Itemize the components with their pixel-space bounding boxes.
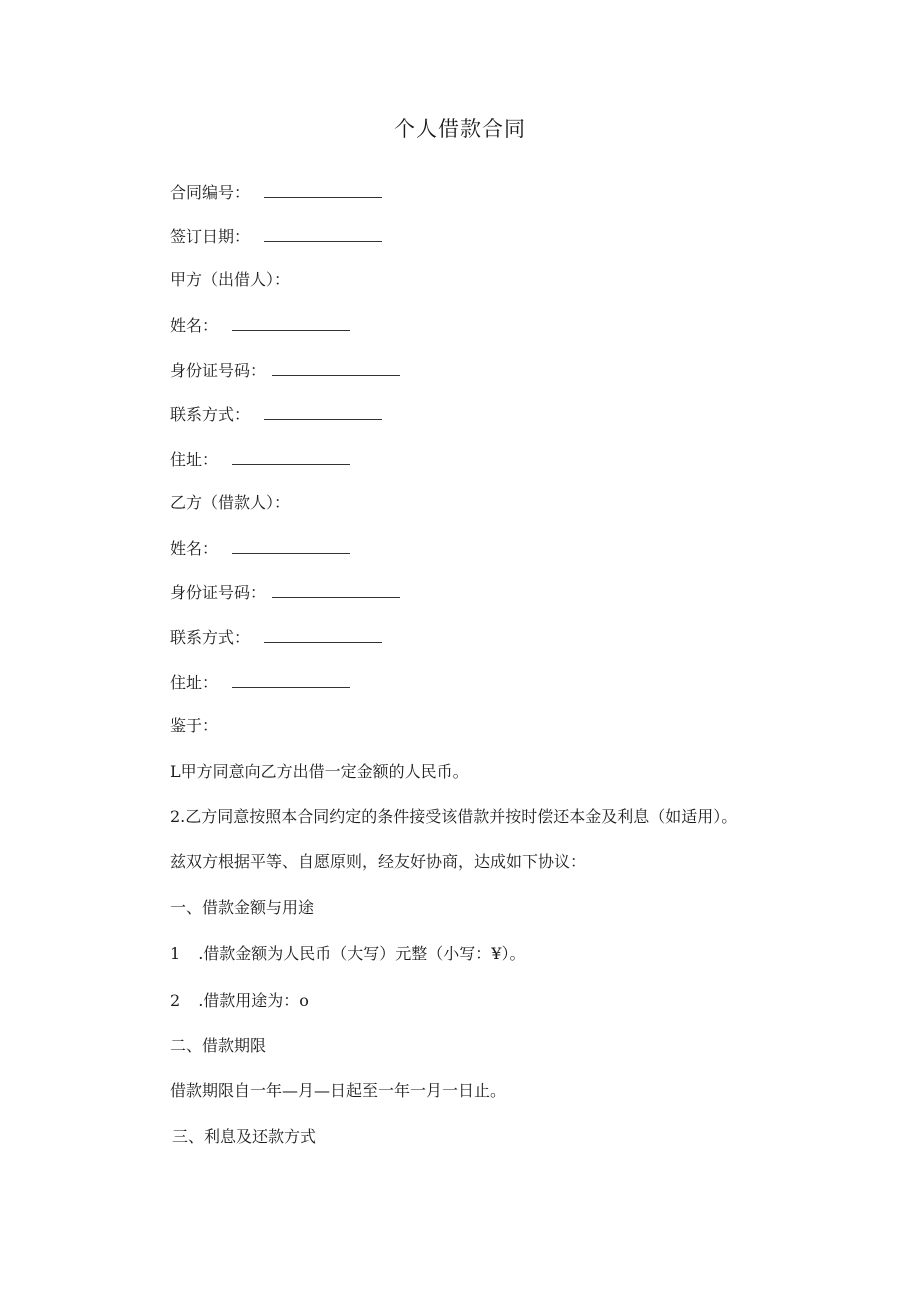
section-1-item-1-number: 1: [170, 944, 181, 963]
party-a-name-row: [170, 313, 350, 338]
section-3-title: 三、利息及还款方式: [172, 1127, 317, 1146]
section-2-title: 二、借款期限: [170, 1036, 267, 1055]
section-1-item-1: [170, 942, 525, 966]
party-b-contact-label: 联系方式：: [170, 628, 251, 647]
recital-2: 2.乙方同意按照本合同约定的条件接受该借款并按时偿还本金及利息（如适用）。: [170, 807, 738, 826]
section-1-item-2-text: .借款用途为：o: [198, 991, 309, 1010]
party-a-id-label: 身份证号码：: [170, 361, 267, 380]
contract-number-row: [170, 180, 382, 205]
party-a-id-blank[interactable]: [272, 358, 400, 376]
party-b-address-blank[interactable]: [232, 670, 350, 688]
contract-number-label: 合同编号：: [170, 183, 251, 202]
section-1-title: 一、借款金额与用途: [170, 898, 315, 917]
party-a-name-label: 姓名：: [170, 316, 219, 335]
party-b-name-row: [170, 536, 350, 561]
sign-date-blank[interactable]: [264, 224, 382, 242]
contract-number-blank[interactable]: [264, 180, 382, 198]
section-1-item-2-number: 2: [170, 991, 181, 1010]
party-b-name-blank[interactable]: [232, 536, 350, 554]
whereas-label: 鉴于：: [170, 716, 219, 735]
party-a-name-blank[interactable]: [232, 313, 350, 331]
party-a-contact-row: [170, 402, 382, 427]
party-b-id-row: [170, 580, 400, 605]
party-b-heading: 乙方（借款人）：: [170, 493, 291, 512]
party-a-address-row: [170, 447, 350, 472]
party-a-contact-blank[interactable]: [264, 402, 382, 420]
party-b-id-blank[interactable]: [272, 580, 400, 598]
party-a-address-blank[interactable]: [232, 447, 350, 465]
sign-date-row: [170, 224, 382, 249]
party-a-contact-label: 联系方式：: [170, 405, 251, 424]
party-b-name-label: 姓名：: [170, 539, 219, 558]
section-2-text: 借款期限自一年—月—日起至一年一月一日止。: [170, 1081, 507, 1100]
party-b-id-label: 身份证号码：: [170, 583, 267, 602]
party-a-id-row: [170, 358, 400, 383]
party-a-address-label: 住址：: [170, 450, 219, 469]
sign-date-label: 签订日期：: [170, 227, 251, 246]
party-b-contact-blank[interactable]: [264, 625, 382, 643]
section-1-item-1-text: .借款金额为人民币（大写）元整（小写：¥）。: [198, 944, 526, 963]
recital-1: L甲方同意向乙方出借一定金额的人民币。: [170, 762, 469, 781]
section-1-item-2: [170, 989, 309, 1013]
document-title: 个人借款合同: [394, 117, 526, 141]
agreement-intro: 兹双方根据平等、自愿原则，经友好协商，达成如下协议：: [170, 852, 587, 871]
party-b-address-row: [170, 670, 350, 695]
party-b-address-label: 住址：: [170, 673, 219, 692]
party-b-contact-row: [170, 625, 382, 650]
party-a-heading: 甲方（出借人）：: [170, 270, 291, 289]
